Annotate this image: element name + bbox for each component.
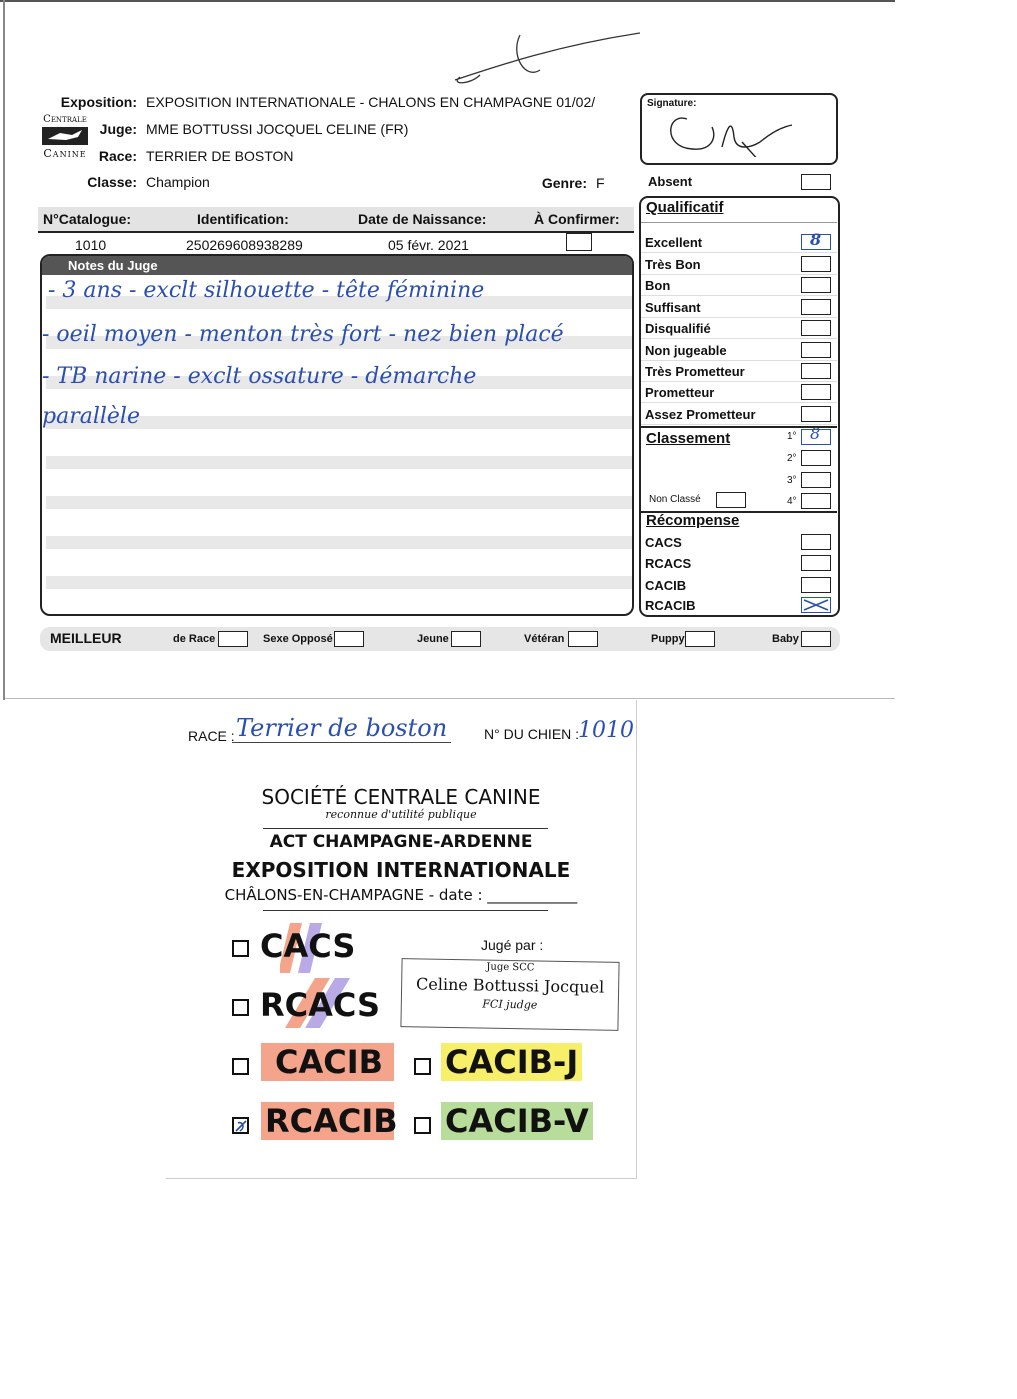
qualif-row-excellent[interactable]: Excellent 8 bbox=[641, 232, 837, 253]
card-chien-value: 1010 bbox=[578, 718, 634, 743]
note-stripe bbox=[46, 536, 632, 549]
date-value: 05 févr. 2021 bbox=[388, 237, 469, 253]
note-line-3: - TB narine - exclt ossature - démarche bbox=[42, 364, 477, 389]
card-chien-label: N° DU CHIEN : bbox=[484, 726, 580, 742]
card-race-value: Terrier de boston bbox=[232, 714, 451, 743]
card-city: CHÂLONS-EN-CHAMPAGNE - date : ____________ bbox=[224, 886, 578, 904]
identification-value: 250269608938289 bbox=[186, 237, 303, 253]
absent-checkbox[interactable] bbox=[801, 174, 831, 190]
meilleur-sexe-oppose-label: Sexe Opposé bbox=[263, 633, 333, 645]
dog-icon bbox=[38, 125, 92, 147]
meilleur-veteran-label: Vétéran bbox=[524, 633, 565, 645]
notes-title-bar bbox=[42, 256, 632, 275]
meilleur-puppy-checkbox[interactable] bbox=[685, 631, 715, 647]
paraph-scribble bbox=[440, 25, 660, 90]
judge-stamp bbox=[400, 958, 619, 1031]
checkbox[interactable] bbox=[801, 577, 831, 593]
recompense-title: Récompense bbox=[646, 512, 740, 529]
genre-label: Genre: bbox=[541, 175, 587, 191]
place-1-checkbox[interactable] bbox=[801, 424, 831, 445]
date-header: Date de Naissance: bbox=[358, 211, 487, 227]
stamp-title: Juge SCC bbox=[486, 961, 535, 974]
place-3-checkbox[interactable] bbox=[801, 472, 831, 488]
juge-label: Juge: bbox=[99, 121, 137, 137]
place-4-label: 4° bbox=[787, 496, 797, 507]
card-race-label: RACE : bbox=[188, 728, 235, 744]
qualif-row-suffisant[interactable]: Suffisant bbox=[641, 297, 837, 318]
checkbox[interactable] bbox=[801, 320, 831, 336]
note-stripe bbox=[46, 456, 632, 469]
place-1-label: 1° bbox=[787, 431, 797, 442]
meilleur-puppy-label: Puppy bbox=[651, 633, 685, 645]
checkbox[interactable] bbox=[801, 299, 831, 315]
section-divider bbox=[5, 698, 895, 699]
non-classe-checkbox[interactable] bbox=[716, 492, 746, 508]
race-value: TERRIER DE BOSTON bbox=[146, 148, 294, 164]
cacs-label: CACS bbox=[260, 927, 356, 965]
cacs-checkbox[interactable] bbox=[232, 940, 249, 957]
card-expo: EXPOSITION INTERNATIONALE bbox=[231, 858, 571, 882]
rcacs-label: RCACS bbox=[260, 986, 381, 1024]
meilleur-de-race-label: de Race bbox=[173, 633, 216, 645]
card-act: ACT CHAMPAGNE-ARDENNE bbox=[269, 832, 533, 852]
non-classe-label: Non Classé bbox=[649, 494, 701, 505]
meilleur-baby-checkbox[interactable] bbox=[801, 631, 831, 647]
notes-title: Notes du Juge bbox=[68, 258, 158, 273]
classement-title: Classement bbox=[646, 430, 731, 447]
classe-label: Classe: bbox=[87, 174, 137, 190]
recompense-row-rcacib[interactable]: RCACIB bbox=[641, 595, 837, 616]
stamp-name: Celine Bottussi Jocquel bbox=[415, 974, 605, 997]
exposition-label: Exposition: bbox=[60, 94, 137, 110]
juge-value: MME BOTTUSSI JOCQUEL CELINE (FR) bbox=[146, 121, 409, 137]
cacib-label: CACIB bbox=[261, 1043, 394, 1081]
checkbox[interactable] bbox=[801, 256, 831, 272]
place-3-label: 3° bbox=[787, 475, 797, 486]
top-border-line bbox=[0, 0, 895, 2]
classe-value: Champion bbox=[146, 174, 210, 190]
recompense-row-cacs[interactable]: CACS bbox=[641, 532, 837, 553]
signature-scribble bbox=[642, 107, 836, 157]
place-4-checkbox[interactable] bbox=[801, 493, 831, 509]
classement-divider bbox=[641, 426, 837, 428]
checkbox[interactable] bbox=[801, 597, 831, 613]
card-org: SOCIÉTÉ CENTRALE CANINE bbox=[261, 785, 541, 809]
checkbox[interactable] bbox=[801, 363, 831, 379]
identification-header: Identification: bbox=[197, 211, 289, 227]
qualif-row-assez-prometteur[interactable]: Assez Prometteur bbox=[641, 404, 837, 425]
meilleur-label: MEILLEUR bbox=[50, 630, 122, 646]
recompense-row-rcacs[interactable]: RCACS bbox=[641, 553, 837, 574]
place-2-label: 2° bbox=[787, 453, 797, 464]
cross-mark-icon bbox=[802, 598, 830, 612]
checkbox[interactable] bbox=[801, 230, 831, 250]
place-2-checkbox[interactable] bbox=[801, 450, 831, 466]
check-mark-icon bbox=[234, 1119, 248, 1133]
checkbox[interactable] bbox=[801, 555, 831, 571]
exposition-value: EXPOSITION INTERNATIONALE - CHALONS EN CHAMPAGNE 01/02/ bbox=[146, 94, 596, 110]
qualif-row-bon[interactable]: Bon bbox=[641, 275, 837, 296]
cacib-v-checkbox[interactable] bbox=[414, 1117, 431, 1134]
checkbox[interactable] bbox=[801, 277, 831, 293]
signature-box bbox=[640, 93, 838, 165]
rcacs-checkbox[interactable] bbox=[232, 999, 249, 1016]
qualificatif-title: Qualificatif bbox=[646, 199, 724, 216]
note-stripe bbox=[46, 496, 632, 509]
logo bbox=[38, 114, 92, 168]
meilleur-veteran-checkbox[interactable] bbox=[568, 631, 598, 647]
signature-label: Signature: bbox=[647, 98, 697, 109]
card-rule-2 bbox=[263, 910, 548, 911]
cacib-j-label: CACIB-J bbox=[441, 1043, 582, 1081]
recompense-row-cacib[interactable]: CACIB bbox=[641, 575, 837, 596]
logo-top-text: Centrale bbox=[43, 114, 87, 125]
genre-value: F bbox=[596, 175, 605, 191]
left-border-line bbox=[3, 0, 5, 700]
race-label: Race: bbox=[98, 148, 137, 164]
confirmer-checkbox[interactable] bbox=[566, 233, 592, 251]
card-rule-1 bbox=[263, 828, 548, 829]
qualif-row-non-jugeable[interactable]: Non jugeable bbox=[641, 340, 837, 361]
qualif-row-prometteur[interactable]: Prometteur bbox=[641, 382, 837, 403]
meilleur-sexe-oppose-checkbox[interactable] bbox=[334, 631, 364, 647]
catalogue-header: N°Catalogue: bbox=[43, 211, 132, 227]
logo-bottom-text: Canine bbox=[43, 147, 87, 160]
qualif-row-tres-prometteur[interactable]: Très Prometteur bbox=[641, 361, 837, 382]
qualif-divider bbox=[641, 222, 837, 223]
checkbox[interactable] bbox=[801, 384, 831, 400]
note-stripe bbox=[46, 576, 632, 589]
juge-par-label: Jugé par : bbox=[481, 937, 544, 953]
qualif-row-tres-bon[interactable]: Très Bon bbox=[641, 254, 837, 275]
cacib-v-label: CACIB-V bbox=[441, 1102, 593, 1140]
meilleur-de-race-checkbox[interactable] bbox=[218, 631, 248, 647]
rcacib-checkbox[interactable] bbox=[232, 1117, 249, 1134]
note-line-2: - oeil moyen - menton très fort - nez bien placé bbox=[42, 322, 564, 347]
confirmer-header: À Confirmer: bbox=[534, 211, 620, 227]
checkbox[interactable] bbox=[801, 534, 831, 550]
meilleur-jeune-checkbox[interactable] bbox=[451, 631, 481, 647]
checkbox[interactable] bbox=[801, 406, 831, 422]
absent-label: Absent bbox=[648, 174, 693, 189]
stamp-role: FCI judge bbox=[482, 997, 538, 1012]
meilleur-jeune-label: Jeune bbox=[417, 633, 449, 645]
note-line-4: parallèle bbox=[42, 404, 140, 429]
rcacib-label: RCACIB bbox=[261, 1102, 394, 1140]
notes-panel bbox=[40, 254, 634, 616]
check-mark: 8 bbox=[810, 230, 822, 249]
note-line-1: - 3 ans - exclt silhouette - tête féminine bbox=[48, 278, 485, 303]
checkbox[interactable] bbox=[801, 342, 831, 358]
cacib-j-checkbox[interactable] bbox=[414, 1058, 431, 1075]
cacib-checkbox[interactable] bbox=[232, 1058, 249, 1075]
qualif-row-disqualifie[interactable]: Disqualifié bbox=[641, 318, 837, 339]
card-org-sub: reconnue d'utilité publique bbox=[325, 808, 477, 821]
meilleur-baby-label: Baby bbox=[772, 633, 799, 645]
catalogue-value: 1010 bbox=[75, 237, 107, 253]
check-mark: 8 bbox=[810, 424, 821, 443]
